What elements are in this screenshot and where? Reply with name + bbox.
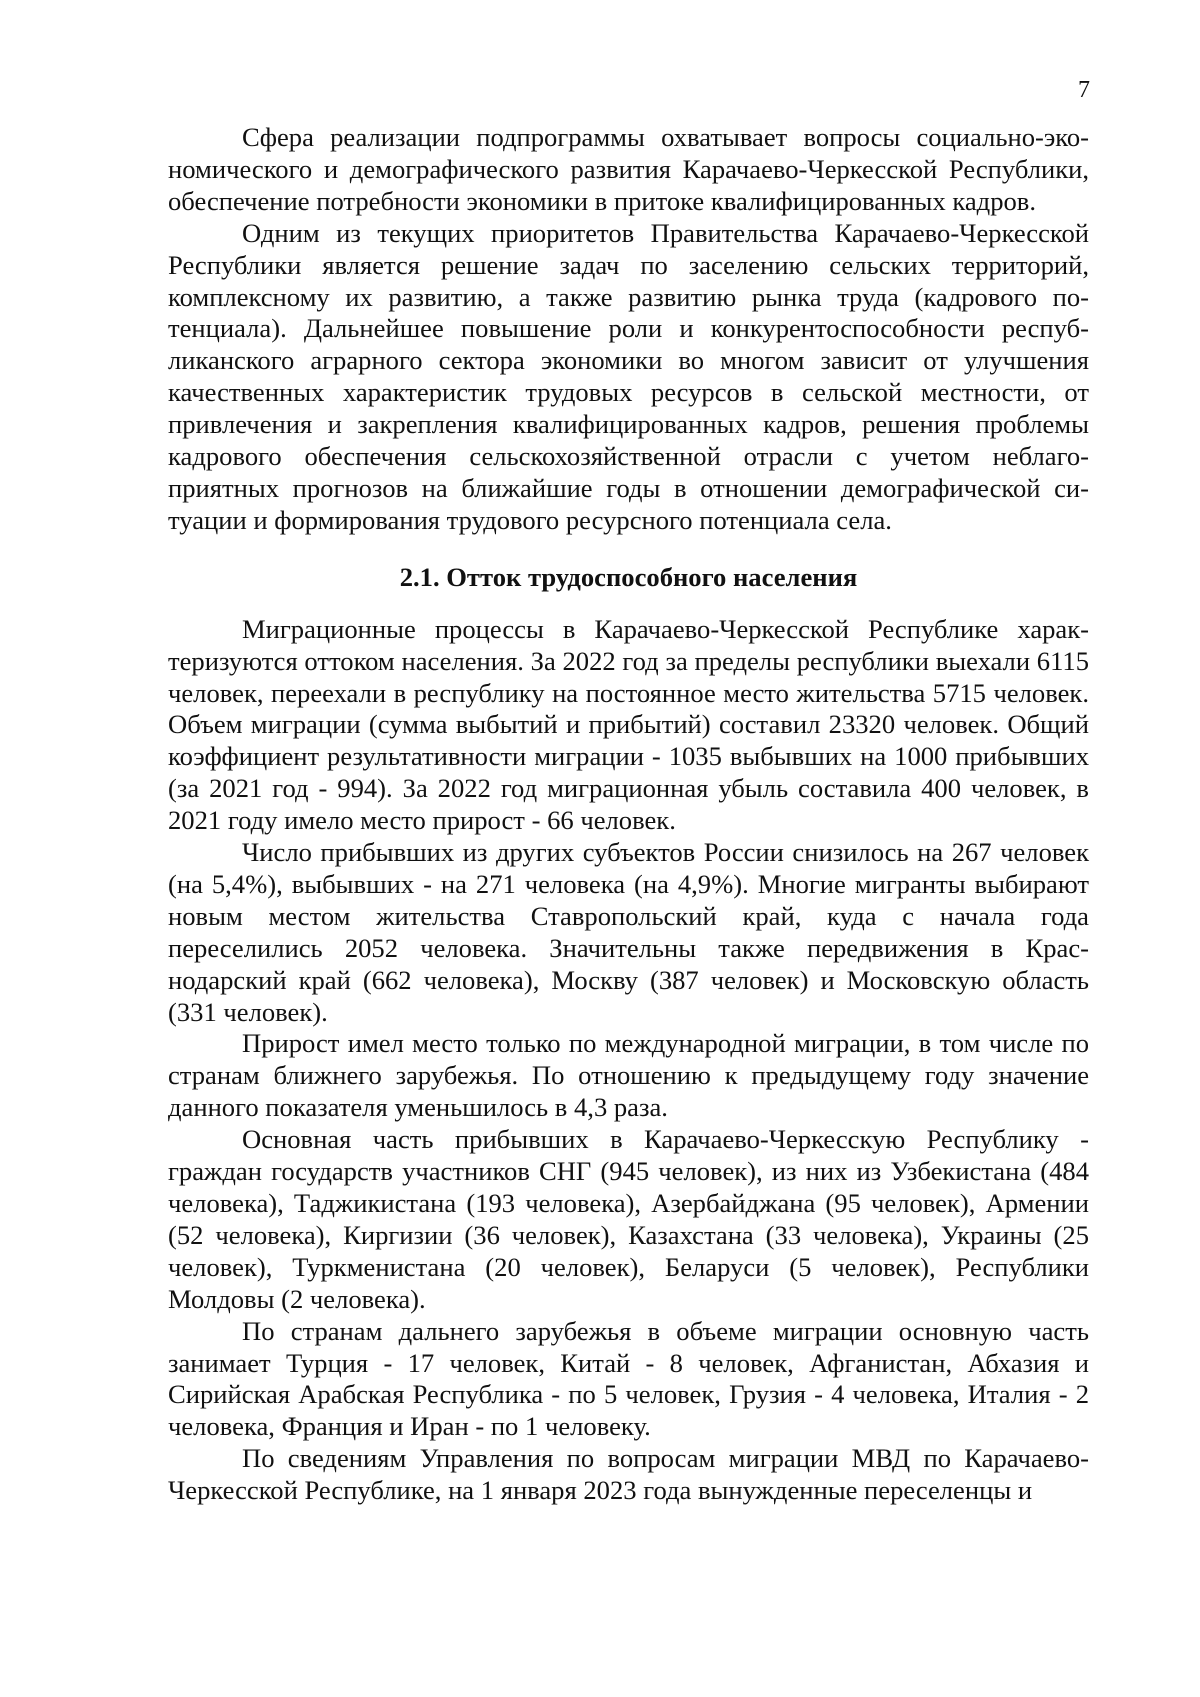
paragraph-russian-regions: Число прибывших из других субъектов России снизилось на 267 человек (на 5,4%), выбывших - на 271 человека (на 4,9%). Многие мигранты выбирают новым местом жительства Ставропольский край, куда с начала года переселились 2052 человека. Значительны также передвижения в Краснодарский край (662 человека), Москву (387 человек) и Московскую область (331 человек). — [168, 837, 1089, 1027]
section-heading: 2.1. Отток трудоспособного населения — [399, 561, 858, 592]
document-body — [168, 122, 1089, 1507]
paragraph-international-growth: Прирост имел место только по международной миграции, в том числе по странам ближнего зарубежья. По отношению к предыдущему году значение данного показателя уменьшилось в 4,3 раза. — [168, 1028, 1089, 1123]
paragraph-scope: Сфера реализации подпрограммы охватывает вопросы социально-экономического и демографического развития Карачаево-Черкесской Республики, обеспечение потребности экономики в притоке квалифицированных кадров. — [168, 122, 1089, 216]
paragraph-far-abroad: По странам дальнего зарубежья в объеме миграции основную часть занимает Турция - 17 человек, Китай - 8 человек, Афганистан, Абхазия и Сирийская Арабская Республика - по 5 человек, Грузия - 4 человека, Италия - 2 человека, Франция и Иран - по 1 человеку. — [168, 1315, 1089, 1442]
page-number: 7 — [1078, 77, 1090, 103]
paragraph-migration-processes: Миграционные процессы в Карачаево-Черкесской Республике характеризуются оттоком населения. За 2022 год за пределы республики выехали 6115 человек, переехали в республику на постоянное место жительства 5715 человек. Объем миграции (сумма выбытий и прибытий) составил 23320 человек. Общий коэффициент результативности миграции - 1035 выбывших на 1000 прибывших (за 2021 год - 994). За 2022 год миграционная убыль составила 400 человек, в 2021 году имело место прирост - 66 человек. — [168, 613, 1089, 836]
paragraph-cis-arrivals: Основная часть прибывших в Карачаево-Черкесскую Республику - граждан государств участников СНГ (945 человек), из них из Узбекистана (484 человека), Таджикистана (193 человека), Азербайджана (95 человек), Армении (52 человека), Киргизии (36 человек), Казахстана (33 человека), Украины (25 человек), Туркменистана (20 человек), Беларуси (5 человек), Республики Молдовы (2 человека). — [168, 1124, 1089, 1314]
paragraph-priorities: Одним из текущих приоритетов Правительства Карачаево-Черкесской Республики является решение задач по заселению сельских территорий, комплексному их развитию, а также развитию рынка труда (кадрового потенциала). Дальнейшее повышение роли и конкурентоспособности республиканского аграрного сектора экономики во многом зависит от улучшения качественных характеристик трудовых ресурсов в сельской местности, от привлечения и закрепления квалифицированных кадров, решения проблемы кадрового обеспечения сельскохозяйственной отрасли с учетом неблагоприятных прогнозов на ближайшие годы в отношении демографической ситуации и формирования трудового ресурсного потенциала села. — [168, 217, 1089, 535]
paragraph-mvd-data: По сведениям Управления по вопросам миграции МВД по Карачаево-Черкесской Республике, на 1 января 2023 года вынужденные переселенцы и — [168, 1443, 1089, 1506]
